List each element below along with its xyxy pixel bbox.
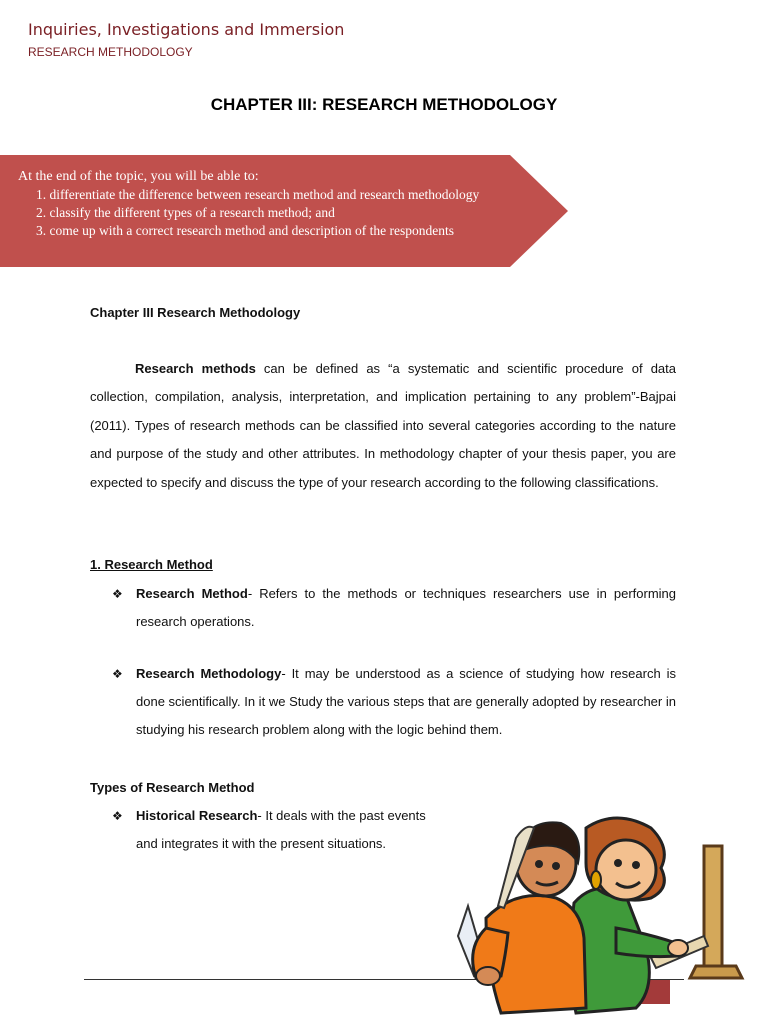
term-research-methods: Research methods [135, 361, 256, 376]
chapter-title: CHAPTER III: RESEARCH METHODOLOGY [210, 95, 558, 114]
definition-item [90, 660, 676, 744]
objective-item: 3. come up with a correct research method and description of the respondents [36, 223, 454, 238]
learning-objectives-banner [0, 155, 570, 267]
definition-item [90, 580, 676, 636]
objectives-text [18, 168, 538, 263]
document-header-subtitle: RESEARCH METHODOLOGY [28, 45, 193, 59]
diamond-bullet-icon: ❖ [112, 809, 123, 823]
types-heading: Types of Research Method [90, 780, 255, 795]
research-method-heading: 1. Research Method [90, 557, 213, 572]
definition-text: - It may be understood as a science of studying how research is done scientifically. In it we Study the various steps that are generally adopted by researcher in studying his research problem along with the logic behind them. [136, 666, 676, 737]
objectives-intro: At the end of the topic, you will be able to: [18, 169, 259, 184]
researchers-clipart [446, 808, 756, 1018]
definition-text: - Refers to the methods or techniques researchers use in performing research operations. [136, 586, 676, 629]
type-item [90, 802, 450, 858]
intro-paragraph [90, 355, 676, 497]
document-header-title: Inquiries, Investigations and Immersion [28, 20, 345, 39]
type-term: Historical Research [136, 808, 258, 823]
definition-term: Research Method [136, 586, 248, 601]
definition-term: Research Methodology [136, 666, 282, 681]
type-text: - It deals with the past events and integrates it with the present situations. [136, 808, 426, 851]
diamond-bullet-icon: ❖ [112, 587, 123, 601]
intro-paragraph-text: can be defined as “a systematic and scientific procedure of data collection, compilation, analysis, interpretation, and implication pertaining to any problem”-Bajpai (2011). Types of research methods can be classified into several categories according to the nature and purpose of the study and other attributes. In methodology chapter of your thesis paper, you are expected to specify and discuss the type of your research according to the following classifications. [90, 361, 676, 490]
diamond-bullet-icon: ❖ [112, 667, 123, 681]
objective-item: 1. differentiate the difference between research method and research methodology [36, 187, 480, 202]
objective-item: 2. classify the different types of a research method; and [36, 205, 335, 220]
section-title: Chapter III Research Methodology [90, 305, 301, 320]
